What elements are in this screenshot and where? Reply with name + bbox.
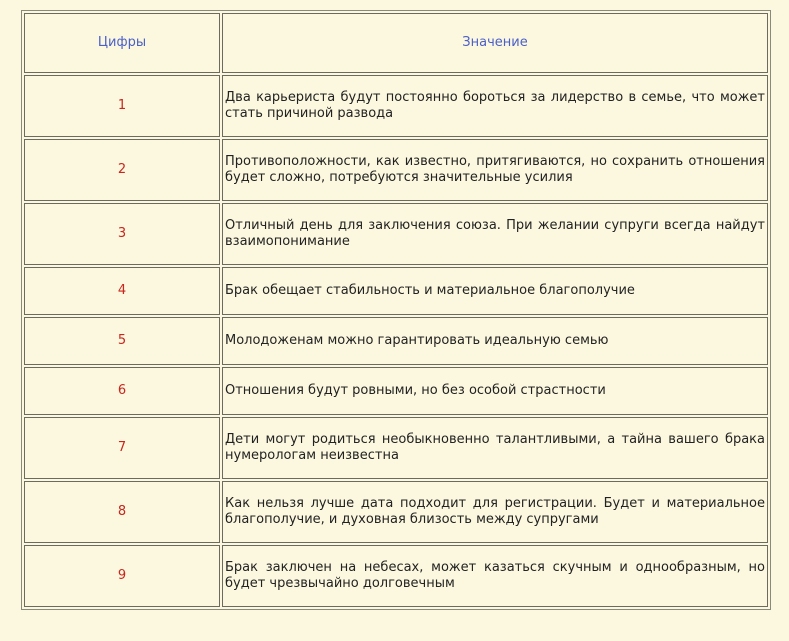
row-number: 7 xyxy=(24,417,220,479)
header-meaning: Значение xyxy=(222,13,768,73)
row-meaning: Как нельзя лучше дата подходит для регистрации. Будет и материальное благополучие, и духовная близость между супругами xyxy=(222,481,768,543)
table-row xyxy=(24,545,768,607)
row-number: 1 xyxy=(24,75,220,137)
row-meaning: Отличный день для заключения союза. При желании супруги всегда найдут взаимопонимание xyxy=(222,203,768,265)
table-row xyxy=(24,75,768,137)
table-row xyxy=(24,317,768,365)
row-meaning: Молодоженам можно гарантировать идеальную семью xyxy=(222,317,768,365)
row-number: 6 xyxy=(24,367,220,415)
row-number: 8 xyxy=(24,481,220,543)
row-meaning: Отношения будут ровными, но без особой страстности xyxy=(222,367,768,415)
table-row xyxy=(24,481,768,543)
table-row xyxy=(24,417,768,479)
table-row xyxy=(24,267,768,315)
row-number: 4 xyxy=(24,267,220,315)
table-row xyxy=(24,139,768,201)
numerology-table-container xyxy=(21,10,771,610)
header-numbers: Цифры xyxy=(24,13,220,73)
row-meaning: Противоположности, как известно, притягиваются, но сохранить отношения будет сложно, потребуются значительные усилия xyxy=(222,139,768,201)
row-number: 3 xyxy=(24,203,220,265)
row-meaning: Брак заключен на небесах, может казаться скучным и однообразным, но будет чрезвычайно долговечным xyxy=(222,545,768,607)
numerology-table xyxy=(21,10,771,610)
row-number: 5 xyxy=(24,317,220,365)
row-meaning: Брак обещает стабильность и материальное благополучие xyxy=(222,267,768,315)
row-meaning: Два карьериста будут постоянно бороться за лидерство в семье, что может стать причиной развода xyxy=(222,75,768,137)
row-number: 2 xyxy=(24,139,220,201)
table-row xyxy=(24,367,768,415)
row-meaning: Дети могут родиться необыкновенно талантливыми, а тайна вашего брака нумерологам неизвестна xyxy=(222,417,768,479)
row-number: 9 xyxy=(24,545,220,607)
table-row xyxy=(24,203,768,265)
table-header-row xyxy=(24,13,768,73)
